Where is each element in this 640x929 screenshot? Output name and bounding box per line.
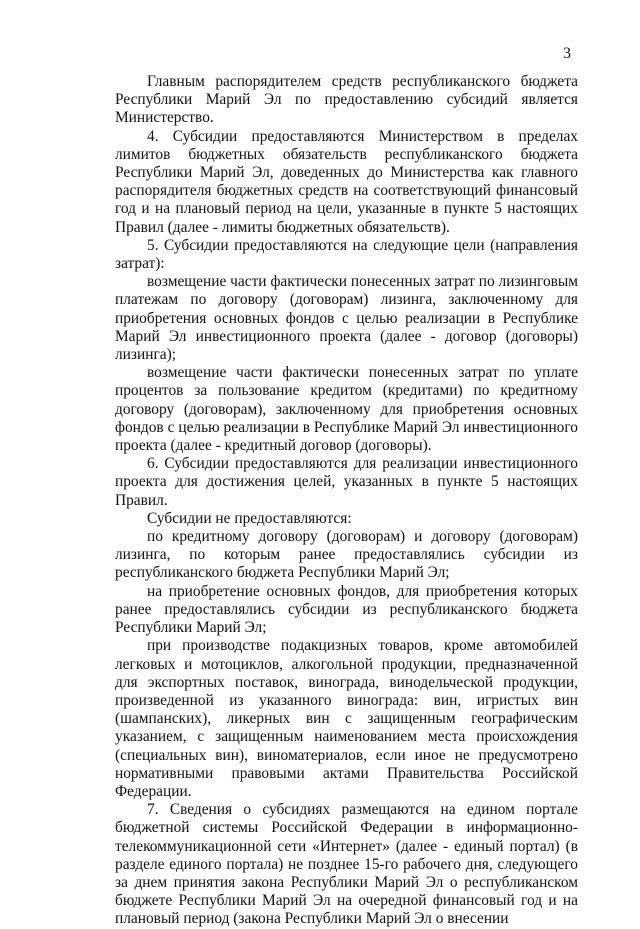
paragraph-leasing-costs: возмещение части фактически понесенных затрат по лизинговым платежам по договору (договорам) лизинга, заключенному для приобретения основных фондов с целью реализации в Республике Марий Эл инвестиционного проекта (далее - договор (договоры) лизинга); — [115, 273, 578, 364]
paragraph-exclusion-excise-goods: при производстве подакцизных товаров, кроме автомобилей легковых и мотоциклов, алкогольной продукции, предназначенной для экспортных поставок, винограда, винодельческой продукции, произведенной из указанного винограда: вин, игристых вин (шампанских), ликерных вин с защищенным географическим указанием, с защищенным наименованием места происхождения (специальных вин), виноматериалов, если иное не предусмотрено нормативными правовыми актами Правительства Российской Федерации. — [115, 637, 578, 800]
paragraph-exclusion-contracts: по кредитному договору (договорам) и договору (договорам) лизинга, по которым ранее предоставлялись субсидии из республиканского бюджета Республики Марий Эл; — [115, 528, 578, 582]
paragraph-not-provided: Субсидии не предоставляются: — [147, 509, 352, 527]
document-body — [115, 73, 578, 929]
paragraph-item-5: 5. Субсидии предоставляются на следующие цели (направления затрат): — [115, 236, 578, 273]
paragraph-item-7: 7. Сведения о субсидиях размещаются на едином портале бюджетной системы Российской Федерации в информационно-телекоммуникационной сети «Интернет» (далее - единый портал) (в разделе единого портала) не позднее 15-го рабочего дня, следующего за днем принятия закона Республики Марий Эл о республиканском бюджете Республики Марий Эл на очередной финансовый год и на плановый период (закона Республики Марий Эл о внесении — [115, 801, 578, 928]
paragraph-exclusion-fixed-assets: на приобретение основных фондов, для приобретения которых ранее предоставлялись субсидии из республиканского бюджета Республики Марий Эл; — [115, 582, 578, 637]
paragraph-item-6: 6. Субсидии предоставляются для реализации инвестиционного проекта для достижения целей, указанных в пункте 5 настоящих Правил. — [115, 455, 578, 509]
paragraph-main-administrator: Главным распорядителем средств республиканского бюджета Республики Марий Эл по предоставлению субсидий является Министерство. — [115, 73, 578, 127]
paragraph-item-4: 4. Субсидии предоставляются Министерством в пределах лимитов бюджетных обязательств республиканского бюджета Республики Марий Эл, доведенных до Министерства как главного распорядителя бюджетных средств на соответствующий финансовый год и на плановый период на цели, указанные в пункте 5 настоящих Правил (далее - лимиты бюджетных обязательств). — [115, 127, 578, 236]
paragraph-credit-interest: возмещение части фактически понесенных затрат по уплате процентов за пользование кредитом (кредитами) по кредитному договору (договорам), заключенному для приобретения основных фондов с целью реализации в Республике Марий Эл инвестиционного проекта (далее - кредитный договор (договоры). — [115, 364, 578, 455]
page-number: 3 — [563, 45, 571, 62]
